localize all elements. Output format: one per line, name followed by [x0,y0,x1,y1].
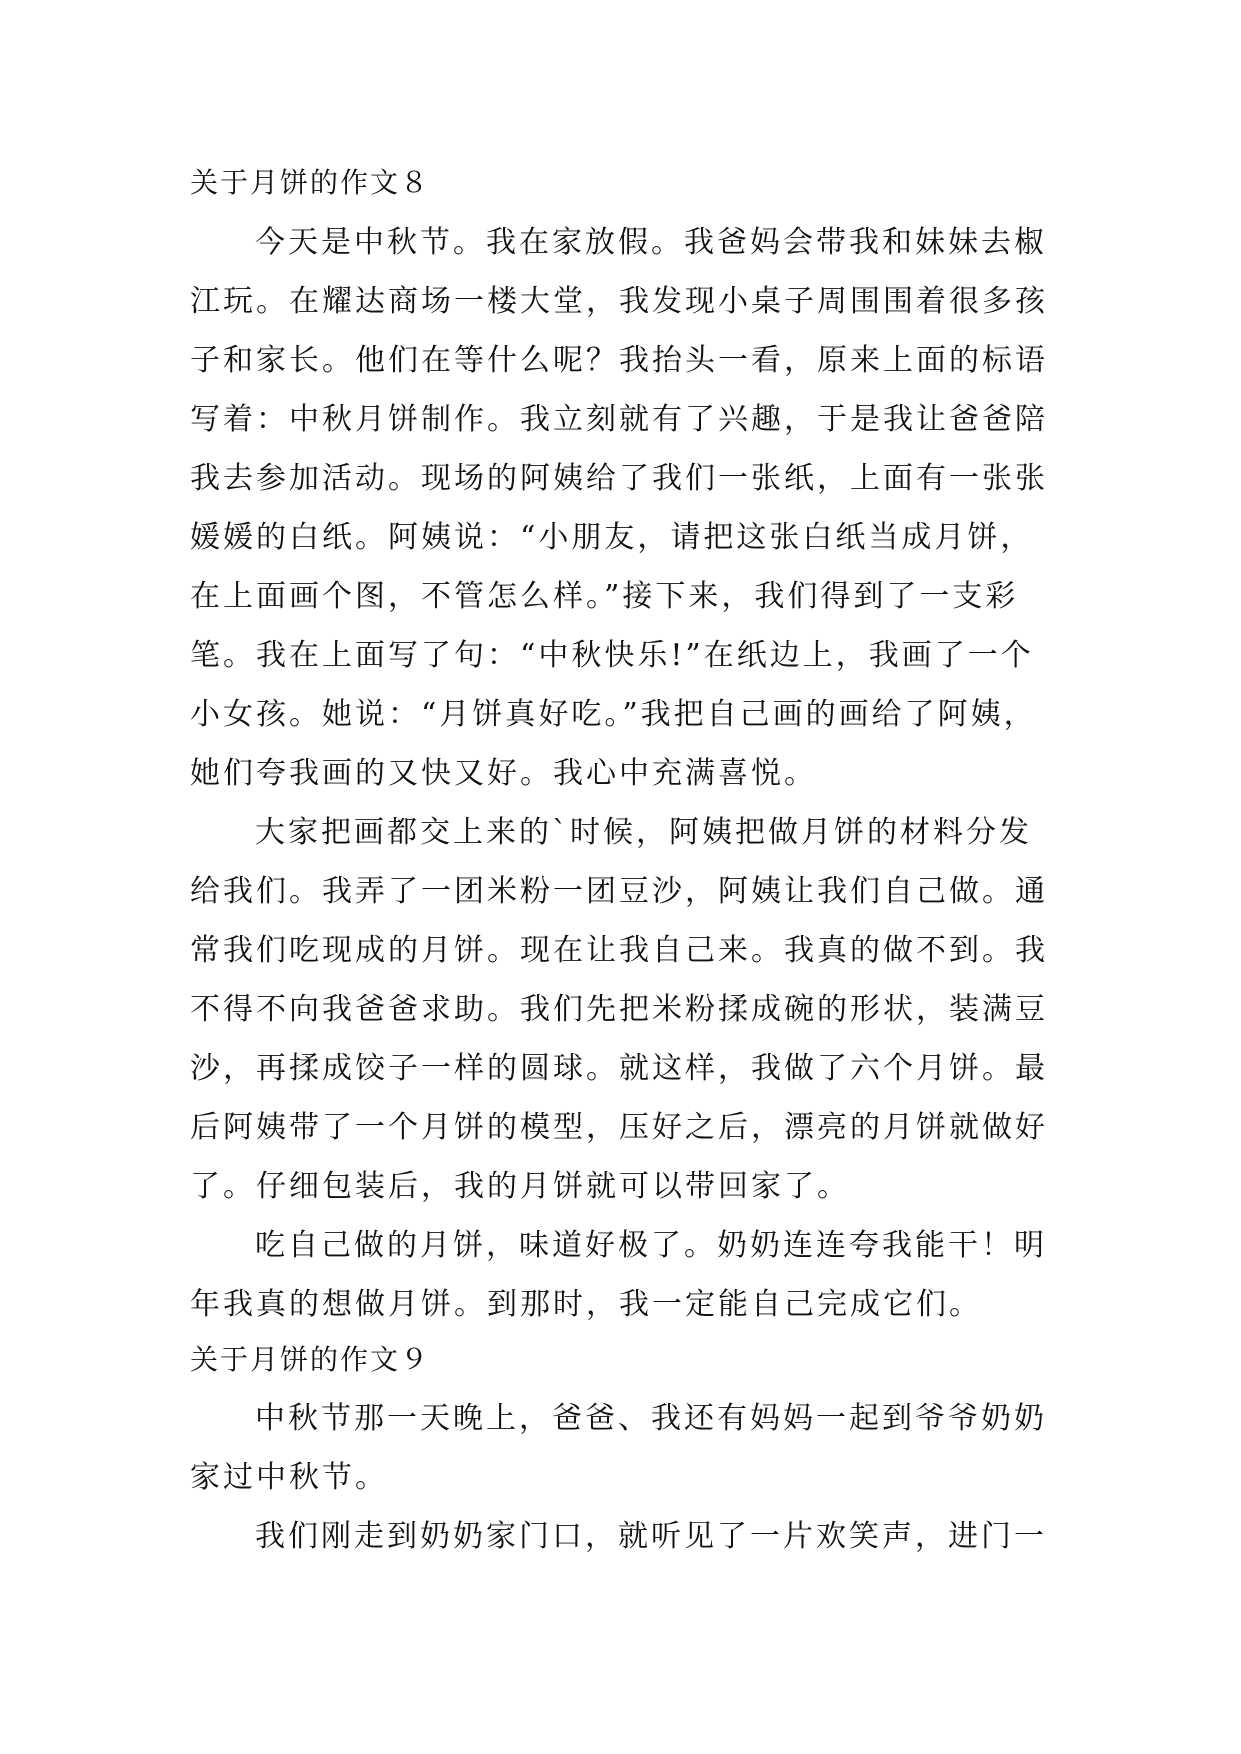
paragraph-line: 小女孩。她说：“月饼真好吃。”我把自己画的画给了阿姨， [190,697,1037,732]
essay-9-title: 关于月饼的作文９ [190,1343,431,1376]
paragraph-line: 常我们吃现成的月饼。现在让我自己来。我真的做不到。我 [190,933,1048,968]
paragraph-line: 后阿姨带了一个月饼的模型，压好之后，漂亮的月饼就做好 [190,1110,1048,1145]
paragraph-line: 笔。我在上面写了句：“中秋快乐!”在纸边上，我画了一个 [190,638,1034,673]
paragraph-line: 写着：中秋月饼制作。我立刻就有了兴趣，于是我让爸爸陪 [190,402,1048,437]
paragraph-line: 今天是中秋节。我在家放假。我爸妈会带我和妹妹去椒 [255,225,1047,260]
essay-8-title: 关于月饼的作文８ [190,166,431,199]
paragraph-line: 年我真的想做月饼。到那时，我一定能自己完成它们。 [190,1287,982,1322]
paragraph-line: 中秋节那一天晚上，爸爸、我还有妈妈一起到爷爷奶奶 [255,1401,1047,1436]
paragraph-line: 我去参加活动。现场的阿姨给了我们一张纸，上面有一张张 [190,461,1048,496]
paragraph-line: 在上面画个图，不管怎么样。”接下来，我们得到了一支彩 [190,579,1019,614]
paragraph-line: 江玩。在耀达商场一楼大堂，我发现小桌子周围围着很多孩 [190,284,1048,319]
paragraph-line: 给我们。我弄了一团米粉一团豆沙，阿姨让我们自己做。通 [190,874,1048,909]
paragraph-line: 大家把画都交上来的`时候，阿姨把做月饼的材料分发 [255,815,1032,850]
paragraph-line: 她们夸我画的又快又好。我心中充满喜悦。 [190,756,817,791]
paragraph-line: 媛媛的白纸。阿姨说：“小朋友，请把这张白纸当成月饼， [190,520,1034,555]
paragraph-line: 子和家长。他们在等什么呢？我抬头一看，原来上面的标语 [190,343,1048,378]
paragraph-line: 沙，再揉成饺子一样的圆球。就这样，我做了六个月饼。最 [190,1051,1048,1086]
paragraph-line: 吃自己做的月饼，味道好极了。奶奶连连夸我能干！明 [255,1228,1047,1263]
paragraph-line: 不得不向我爸爸求助。我们先把米粉揉成碗的形状，装满豆 [190,992,1048,1027]
paragraph-line: 了。仔细包装后，我的月饼就可以带回家了。 [190,1169,850,1204]
paragraph-line: 家过中秋节。 [190,1460,388,1495]
paragraph-line: 我们刚走到奶奶家门口，就听见了一片欢笑声，进门一 [255,1519,1047,1554]
